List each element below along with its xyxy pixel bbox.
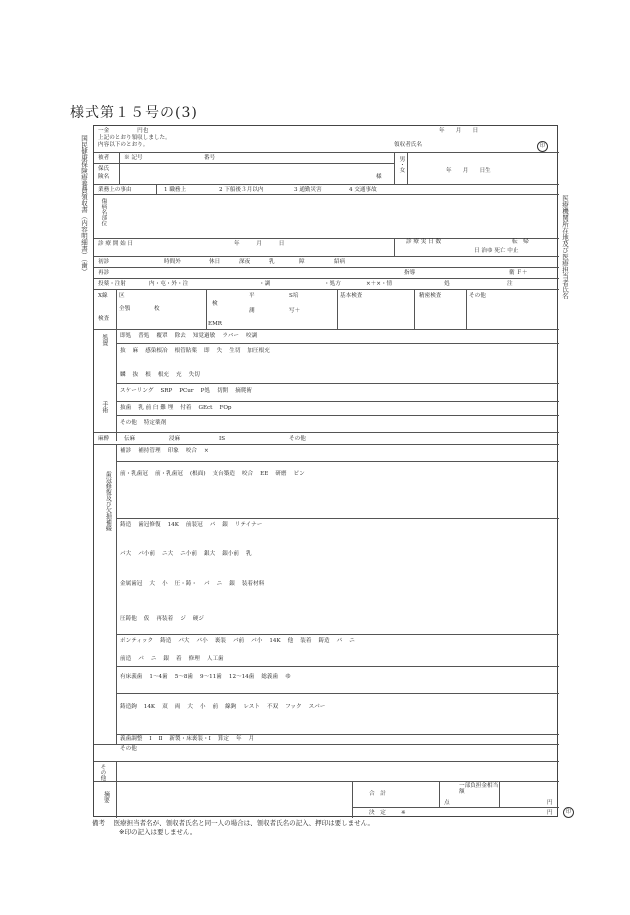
shochi-label: 処置 (100, 334, 108, 346)
left-side-label: 国民健康保険療養費領収書（内容明細書）（歯） (80, 135, 88, 275)
hotetsu-row-10: 鋳造鉤 14K 双 両 大 小 前 線鉤 レスト 不双 フック スパー (120, 704, 326, 710)
sonota-section-label: その他 (99, 764, 106, 781)
shoshin-label: 初診 (98, 259, 110, 265)
kyosei-label: 紹病 (334, 259, 346, 265)
decision-seal: 印 (563, 807, 574, 818)
outcome-options: 日 治ゆ 死亡 中止 (474, 248, 519, 254)
hotetsu-sonota: その他 (120, 746, 137, 752)
emr-label: EMR (208, 321, 223, 327)
masui-b: 浸麻 (169, 436, 181, 442)
saishin-label: 再診 (98, 270, 110, 276)
jikangai-label: 時間外 (164, 259, 181, 265)
chu-label: 注 (507, 281, 513, 287)
address-label: 様 (376, 174, 382, 180)
insured-name-label: 保氏 (98, 166, 110, 172)
right-side-label: 医療機関所在地及び医療担当者氏名 (561, 195, 569, 299)
treatment-start-label: 診 療 開 始 日 (98, 241, 134, 247)
nyuji-label: 乳 (269, 259, 275, 265)
jo-label: ×＋×・情 (366, 281, 393, 287)
masui-a: 伝麻 (124, 436, 136, 442)
tekiyo-label: 摘要 (102, 791, 110, 803)
total-ten: 点 (444, 800, 450, 806)
symbol-label: ※ 記号 (124, 155, 143, 161)
kihon-label: 基本検査 (340, 293, 363, 299)
toyaku-label: 投薬・注射 (98, 281, 126, 287)
ei-label: 衛 Ｆ＋ (509, 270, 528, 276)
reason-opt1: 1 職務上 (164, 187, 187, 193)
shinya-label: 深夜 (239, 259, 251, 265)
recipient-seal: 印 (537, 141, 548, 152)
shochi-row-4: スケーリング SRP PCur P処 切開 摘爬術 (120, 388, 252, 394)
reason-opt3: 3 通勤災害 (294, 187, 322, 193)
xray-label: X線 (98, 293, 108, 299)
chozai-label: ・調 (259, 281, 271, 287)
details-text: 内容以下のとおり。 (98, 142, 149, 148)
form-title: 様式第１５号の(3) (70, 105, 198, 121)
shochi-row-3: 麟 抜 根 根充 充 失切 (120, 372, 200, 378)
kyujitsu-label: 休日 (209, 259, 221, 265)
sonota-label: その他 (469, 293, 486, 299)
masui-label: 麻酔 (98, 436, 110, 442)
decision-label: 決 定 (369, 810, 386, 816)
reason-opt4: 4 交通事故 (349, 187, 377, 193)
hotetsu-label: 歯冠修復及び欠損補綴 (104, 471, 112, 531)
seimitsu-label: 精密検査 (419, 293, 442, 299)
mai-label: 枚 (154, 306, 160, 312)
footer-line1: 医療担当者名が、領収者氏名と同一人の場合は、領収者氏名の記入、押印は要しません。 (113, 819, 374, 827)
masui-d: その他 (289, 436, 306, 442)
copay-label: 一部負担金相当額 (459, 783, 499, 796)
number-label: 番号 (204, 155, 216, 161)
shochi-row-1: 即処 普処 覆罩 除去 知覚過敏 ラバー 咬調 (120, 333, 258, 339)
masui-c: IS (219, 436, 226, 442)
shochi-row-5: 抜歯 乳 前 臼 難 埋 付着 GEct FOp (120, 405, 232, 411)
received-text: 上記のとおり領収しました。 (98, 135, 171, 141)
hotetsu-row-11: 義歯調整 Ⅰ Ⅱ 新製・床裏装・Ⅰ 算定 年 月 (120, 736, 255, 742)
ku-label: 区 (119, 293, 125, 299)
injury-label: 傷病名部位 (100, 198, 107, 226)
footer-line2: ※印の記入は要しません。 (119, 827, 197, 836)
s-bai-label: S培 (289, 293, 299, 299)
hotetsu-row-8: 前造 パ ニ 銀 着 修理 人工歯 (120, 656, 224, 662)
insured-label: 被者 (98, 155, 110, 161)
hotetsu-row-4: パ大 パ小前 ニ大 ニ小前 銀大 銀小前 乳 (120, 551, 252, 557)
reason-opt2: 2 下船後３月以内 (219, 187, 264, 193)
decision-mark: ※ (401, 810, 406, 816)
shohou-label: ・処方 (324, 281, 341, 287)
hotetsu-row-6: 圧鋳他 仮 再装着 ジ 硬ジ (120, 616, 205, 622)
zen-label: 全顎 (119, 306, 131, 312)
hotetsu-row-5: 金属歯冠 大 小 圧・鋳・ パ ニ 銀 装着材料 (120, 581, 265, 587)
sex-label: 男・女 (398, 156, 405, 173)
copay-yen: 円 (547, 800, 553, 806)
shujutsu-label: 手術 (100, 401, 108, 413)
treatment-start-date: 年 月 日 (234, 241, 285, 247)
soku-label: 測 (249, 308, 255, 314)
shochi-row-2: 抜 麻 感染根冶 根管貼薬 即 失 生切 加圧根充 (120, 348, 270, 354)
recipient-label: 領収者氏名 (394, 142, 422, 148)
hei-label: 平 (249, 293, 255, 299)
hotetsu-row-3: 鋳造 歯冠修復 14K 前装冠 パ 銀 リテイナー (120, 522, 263, 528)
bunpu-label: 写＋ (289, 308, 301, 314)
outcome-label: 転 帰 (512, 239, 529, 245)
shohoji-label: 処 (444, 281, 450, 287)
amount-text: 一金 円也 (98, 128, 149, 134)
decision-yen: 円 (547, 810, 553, 816)
receipt-form (93, 125, 558, 817)
kensa-label: 検査 (98, 316, 110, 322)
hotetsu-row-7: ポンティック 鋳造 パ大 パ小 裏装 パ前 パ小 14K 他 装着 鋳造 パ ニ (120, 638, 355, 644)
shogai-label: 障 (299, 259, 305, 265)
shido-label: 指導 (404, 270, 416, 276)
hotetsu-row-9: 有床義歯 1〜4歯 5〜8歯 9〜11歯 12〜14歯 総義歯 ゆ (120, 674, 291, 680)
naifuku-label: 内・屯・外・注 (149, 281, 189, 287)
total-label: 合 計 (369, 791, 386, 797)
hotetsu-row-1: 補診 補持管理 印象 咬合 × (120, 448, 209, 454)
name-label: 険名 (98, 174, 110, 180)
kenchou-label: 検 (212, 301, 218, 307)
birth-date: 年 月 日生 (446, 168, 491, 174)
treatment-days-label: 診 療 実 日 数 (406, 239, 442, 245)
shochi-row-6: その他 特定薬剤 (120, 420, 167, 426)
reason-label: 業務上の事由 (98, 187, 132, 193)
header-date: 年 月 日 (439, 128, 479, 134)
footer-label: 備考 (92, 819, 105, 827)
hotetsu-row-2: 前・乳歯冠 前・乳歯冠 (根面) 支台築造 咬合 EE 研磨 ピン (120, 471, 305, 477)
footer-notes (92, 819, 374, 837)
